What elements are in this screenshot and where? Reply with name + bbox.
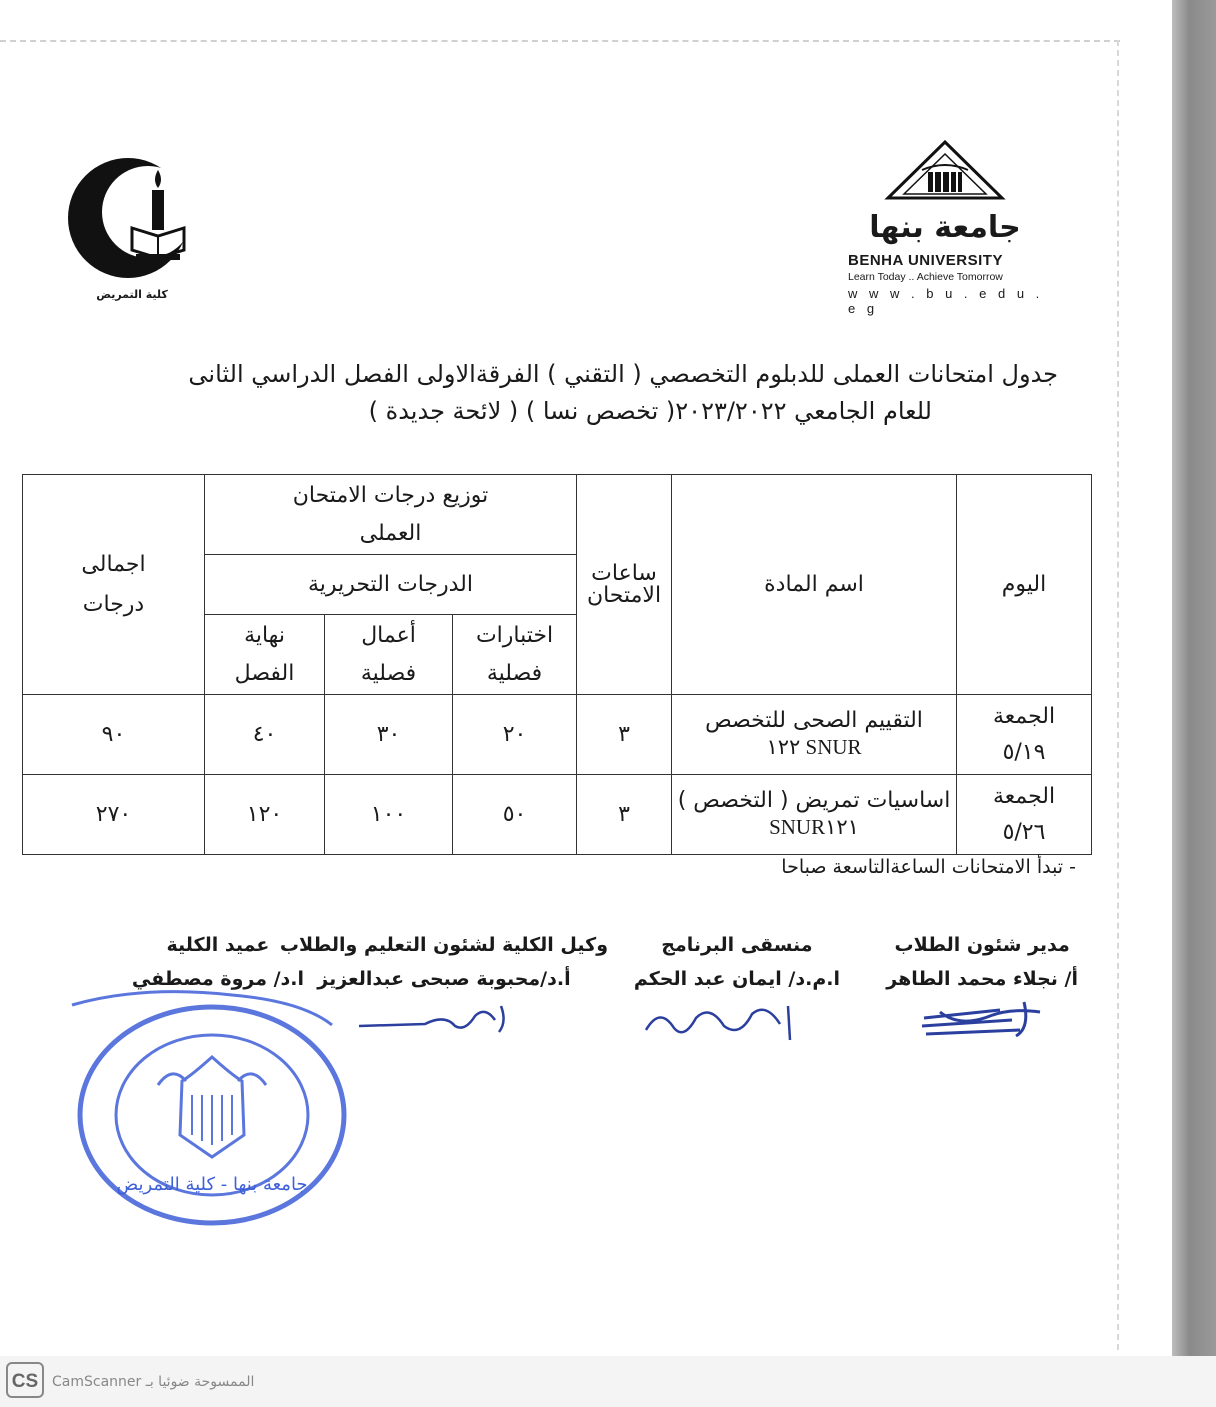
header-exam-hours: ساعات الامتحان: [577, 475, 672, 695]
crescent-lamp-emblem-icon: [62, 150, 202, 285]
row-periodic-tests: ٢٠: [453, 695, 577, 775]
stamp-text: جامعة بنها - كلية التمريض: [116, 1174, 308, 1195]
university-tagline: Learn Today .. Achieve Tomorrow: [848, 271, 1003, 283]
document-title-line-2: للعام الجامعي ٢٠٢٣/٢٠٢٢( تخصص نسا ) ( لائحة جديدة ): [368, 397, 932, 425]
header-semester-end: نهاية الفصل: [205, 615, 325, 695]
header-periodic-tests: اختبارات فصلية: [453, 615, 577, 695]
signature-role: مدير شئون الطلاب: [894, 934, 1070, 956]
page-border-top: [0, 40, 1120, 42]
row-subject-cell: [672, 775, 957, 855]
row-subject-code: SNUR١٢١: [769, 815, 859, 839]
header-total-grades: اجمالى درجات: [23, 475, 205, 695]
header-grade-distribution: توزيع درجات الامتحان العملى: [205, 475, 577, 555]
row-subject: اساسيات تمريض ( التخصص ): [677, 788, 951, 813]
row-total: ٩٠: [23, 695, 205, 775]
signature-name: ا.د/ مروة مصطفي: [131, 968, 304, 990]
benha-university-logo: [840, 140, 1055, 316]
signature-name: أ/ نجلاء محمد الطاهر: [886, 968, 1078, 990]
university-name-arabic: جامعة بنها: [869, 210, 1021, 245]
row-day: الجمعة: [992, 783, 1056, 809]
handwritten-signature-2: [640, 1000, 800, 1044]
row-semester-work: ٣٠: [325, 695, 453, 775]
row-periodic-tests: ٥٠: [453, 775, 577, 855]
pyramid-emblem-icon: [882, 140, 1008, 202]
header-day: اليوم: [957, 475, 1092, 695]
row-subject: التقييم الصحى للتخصص: [705, 708, 923, 733]
signature-role: عميد الكلية: [166, 934, 270, 956]
camscanner-logo: CS: [6, 1362, 44, 1398]
row-date: ٥/١٩: [1002, 739, 1046, 765]
header-subject: اسم المادة: [672, 475, 957, 695]
row-subject-cell: [672, 695, 957, 775]
handwritten-signature-3: [355, 1002, 515, 1036]
signature-name: أ.د/محبوبة صبحى عبدالعزيز: [317, 968, 571, 990]
signature-name: ا.م.د/ ايمان عبد الحكم: [633, 968, 840, 990]
row-date: ٥/٢٦: [1002, 819, 1046, 845]
camscanner-watermark: الممسوحة ضوئيا بـ CamScanner: [52, 1374, 255, 1390]
page-border-right: [1117, 40, 1119, 1350]
row-hours: ٣: [577, 695, 672, 775]
row-day-cell: [957, 775, 1092, 855]
faculty-of-nursing-logo: [62, 150, 202, 305]
header-written-grades: الدرجات التحريرية: [205, 555, 577, 615]
table-row: [23, 695, 1092, 775]
row-day: الجمعة: [992, 703, 1056, 729]
document-title-line-1: جدول امتحانات العملى للدبلوم التخصصي ( التقني ) الفرقةالاولى الفصل الدراسي الثانى: [188, 360, 1058, 388]
row-semester-end: ٤٠: [205, 695, 325, 775]
signature-role: منسقى البرنامج: [661, 934, 813, 956]
faculty-label: كلية التمريض: [96, 288, 168, 301]
table-row: [23, 775, 1092, 855]
exam-start-note: - تبدأ الامتحانات الساعةالتاسعة صباحا: [781, 856, 1076, 878]
handwritten-signature-1: [920, 998, 1050, 1042]
row-hours: ٣: [577, 775, 672, 855]
signature-program-coordinator: [634, 928, 840, 996]
signature-role: وكيل الكلية لشئون التعليم والطلاب: [279, 934, 608, 956]
header-semester-work: أعمال فصلية: [325, 615, 453, 695]
row-subject-code: SNUR ١٢٢: [766, 735, 862, 759]
row-semester-end: ١٢٠: [205, 775, 325, 855]
row-day-cell: [957, 695, 1092, 775]
scan-edge: [1172, 0, 1216, 1356]
row-semester-work: ١٠٠: [325, 775, 453, 855]
row-total: ٢٧٠: [23, 775, 205, 855]
university-website: w w w . b u . e d u . e g: [848, 286, 1044, 316]
exam-schedule-table: [22, 474, 1092, 855]
university-name-english: BENHA UNIVERSITY: [848, 252, 1003, 269]
signature-student-affairs: [886, 928, 1078, 996]
official-stamp: [62, 985, 352, 1235]
